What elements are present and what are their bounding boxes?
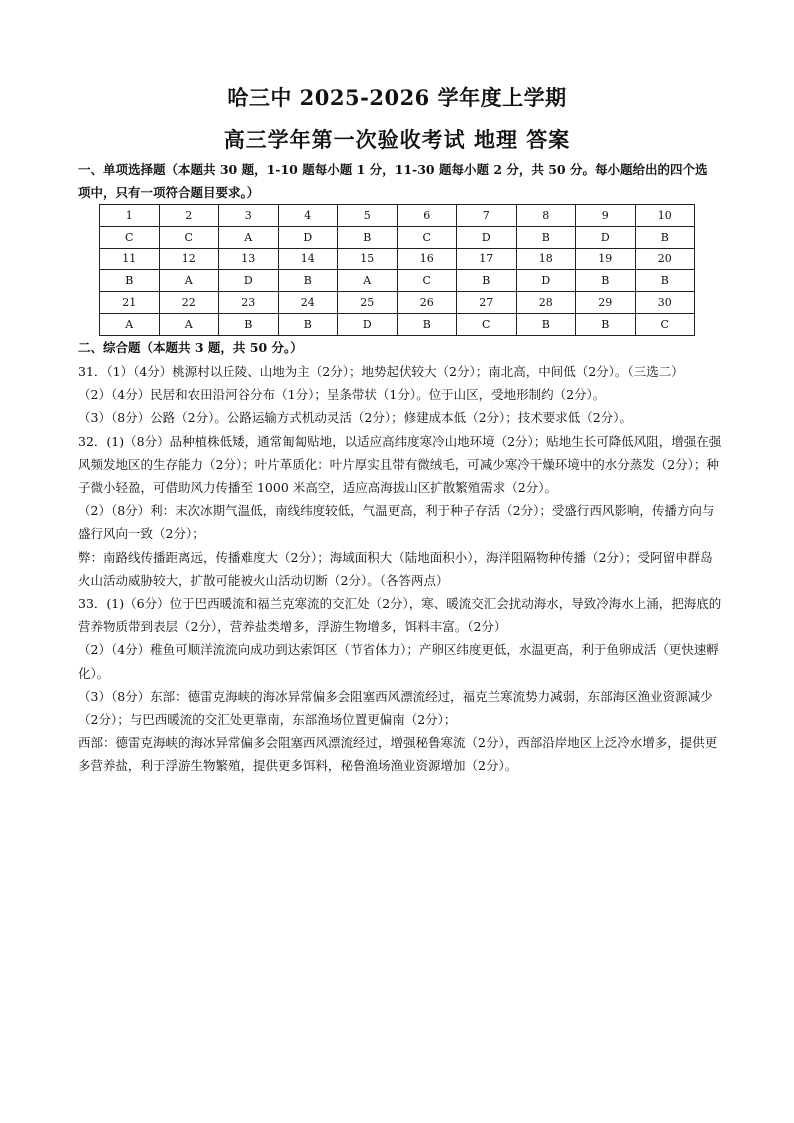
answer-cell: B [635, 270, 695, 292]
answer-cell: B [635, 226, 695, 248]
question-number-cell: 25 [338, 292, 398, 314]
question-number-cell: 29 [576, 292, 636, 314]
question-number-row [100, 248, 695, 270]
question-number-cell: 10 [635, 205, 695, 227]
answer-cell: B [278, 270, 338, 292]
question-number-cell: 20 [635, 248, 695, 270]
answer-key-row [100, 226, 695, 248]
answer-paragraph: （3）（8分）公路（2分）。公路运输方式机动灵活（2分）；修建成本低（2分）；技术要求低（2分）。 [78, 410, 632, 426]
answer-paragraph: （2）（4分）稚鱼可顺洋流流向成功到达索饵区（节省体力）；产卵区纬度更低，水温更高，利于鱼卵成活（更快速孵化）。 [78, 642, 719, 681]
answer-paragraph: （2）（8分）利：末次冰期气温低，南线纬度较低，气温更高，利于种子存活（2分）；受盛行西风影响，传播方向与盛行风向一致（2分）； [78, 503, 715, 542]
question-number-cell: 23 [219, 292, 279, 314]
question-number-cell: 7 [457, 205, 517, 227]
answer-cell: B [516, 313, 576, 335]
document-subtitle: 高三学年第一次验收考试 地理 答案 [223, 127, 571, 152]
question-number-cell: 21 [100, 292, 160, 314]
document-title: 哈三中 2025-2026 学年度上学期 [227, 85, 567, 110]
answer-paragraph: （2）（4分）民居和农田沿河谷分布（1分）；呈条带状（1分）。位于山区，受地形制约（2分）。 [78, 387, 606, 403]
answer-cell: D [516, 270, 576, 292]
question-number-cell: 17 [457, 248, 517, 270]
answer-cell: D [338, 313, 398, 335]
question-number-cell: 26 [397, 292, 457, 314]
answer-cell: B [338, 226, 398, 248]
answer-cell: C [100, 226, 160, 248]
question-number-cell: 14 [278, 248, 338, 270]
answer-table [99, 204, 695, 336]
answer-cell: B [397, 313, 457, 335]
answer-cell: B [457, 270, 517, 292]
question-number-row [100, 205, 695, 227]
answer-cell: A [219, 226, 279, 248]
question-number-cell: 28 [516, 292, 576, 314]
answer-cell: D [457, 226, 517, 248]
question-number-cell: 9 [576, 205, 636, 227]
question-number-cell: 1 [100, 205, 160, 227]
answer-cell: D [219, 270, 279, 292]
section1-heading: 一、单项选择题（本题共 30 题，1-10 题每小题 1 分，11-30 题每小题 2 分，共 50 分。每小题给出的四个选项中，只有一项符合题目要求。） [78, 162, 708, 200]
answer-cell: D [576, 226, 636, 248]
question-number-cell: 18 [516, 248, 576, 270]
answer-key-row [100, 313, 695, 335]
question-number-cell: 30 [635, 292, 695, 314]
question-number-cell: 15 [338, 248, 398, 270]
question-number-cell: 16 [397, 248, 457, 270]
answer-cell: A [159, 270, 219, 292]
question-number-cell: 11 [100, 248, 160, 270]
answer-paragraph: 33．(1)（6分）位于巴西暖流和福兰克寒流的交汇处（2分），寒、暖流交汇会扰动海水，导致冷海水上涌，把海底的营养物质带到表层（2分），营养盐类增多，浮游生物增多，饵料丰富。（2分） [78, 596, 722, 635]
section2-heading: 二、综合题（本题共 3 题，共 50 分。） [78, 340, 303, 355]
question-number-cell: 19 [576, 248, 636, 270]
question-number-cell: 2 [159, 205, 219, 227]
answer-paragraph: （3）（8分）东部：德雷克海峡的海冰异常偏多会阻塞西风漂流经过，福克兰寒流势力减弱，东部海区渔业资源减少（2分）；与巴西暖流的交汇处更靠南，东部渔场位置更偏南（2分）； [78, 688, 713, 728]
question-number-cell: 5 [338, 205, 398, 227]
answer-cell: A [159, 313, 219, 335]
answer-cell: D [278, 226, 338, 248]
answer-cell: A [100, 313, 160, 335]
question-number-cell: 6 [397, 205, 457, 227]
answer-cell: B [219, 313, 279, 335]
question-number-cell: 24 [278, 292, 338, 314]
answer-cell: C [159, 226, 219, 248]
question-number-cell: 8 [516, 205, 576, 227]
answer-cell: C [397, 270, 457, 292]
answer-paragraph: 弊：南路线传播距离远，传播难度大（2分）；海域面积大（陆地面积小），海洋阻隔物种传播（2分）；受阿留申群岛火山活动威胁较大，扩散可能被火山活动切断（2分）。（各答两点） [78, 549, 713, 588]
answer-cell: B [576, 313, 636, 335]
answer-cell: A [338, 270, 398, 292]
answer-cell: C [635, 313, 695, 335]
question-number-cell: 4 [278, 205, 338, 227]
answer-paragraph: 32．(1)（8分）品种植株低矮，通常匍匐贴地，以适应高纬度寒冷山地环境（2分）；贴地生长可降低风阻，增强在强风频发地区的生存能力（2分）；叶片革质化：叶片厚实且带有微绒毛，可减少寒冷干燥环境中的水分蒸发（2分）；种子微小轻盈，可借助风力传播至 1000 米高空，适应高海拔山区扩散繁殖需求（2分）。 [78, 433, 722, 496]
answer-cell: B [516, 226, 576, 248]
question-number-row [100, 292, 695, 314]
answer-cell: C [397, 226, 457, 248]
answer-paragraph: 31．（1）（4分）桃源村以丘陵、山地为主（2分）；地势起伏较大（2分）；南北高，中间低（2分）。（三选二） [78, 364, 684, 379]
question-number-cell: 12 [159, 248, 219, 270]
answer-cell: B [100, 270, 160, 292]
question-number-cell: 3 [219, 205, 279, 227]
answer-key-row [100, 270, 695, 292]
question-number-cell: 22 [159, 292, 219, 314]
question-number-cell: 13 [219, 248, 279, 270]
answer-text [78, 360, 724, 778]
answer-paragraph: 西部：德雷克海峡的海冰异常偏多会阻塞西风漂流经过，增强秘鲁寒流（2分），西部沿岸地区上泛冷水增多，提供更多营养盐，利于浮游生物繁殖，提供更多饵料，秘鲁渔场渔业资源增加（2分）。 [78, 735, 718, 774]
question-number-cell: 27 [457, 292, 517, 314]
answer-cell: B [278, 313, 338, 335]
answer-cell: B [576, 270, 636, 292]
answer-cell: C [457, 313, 517, 335]
